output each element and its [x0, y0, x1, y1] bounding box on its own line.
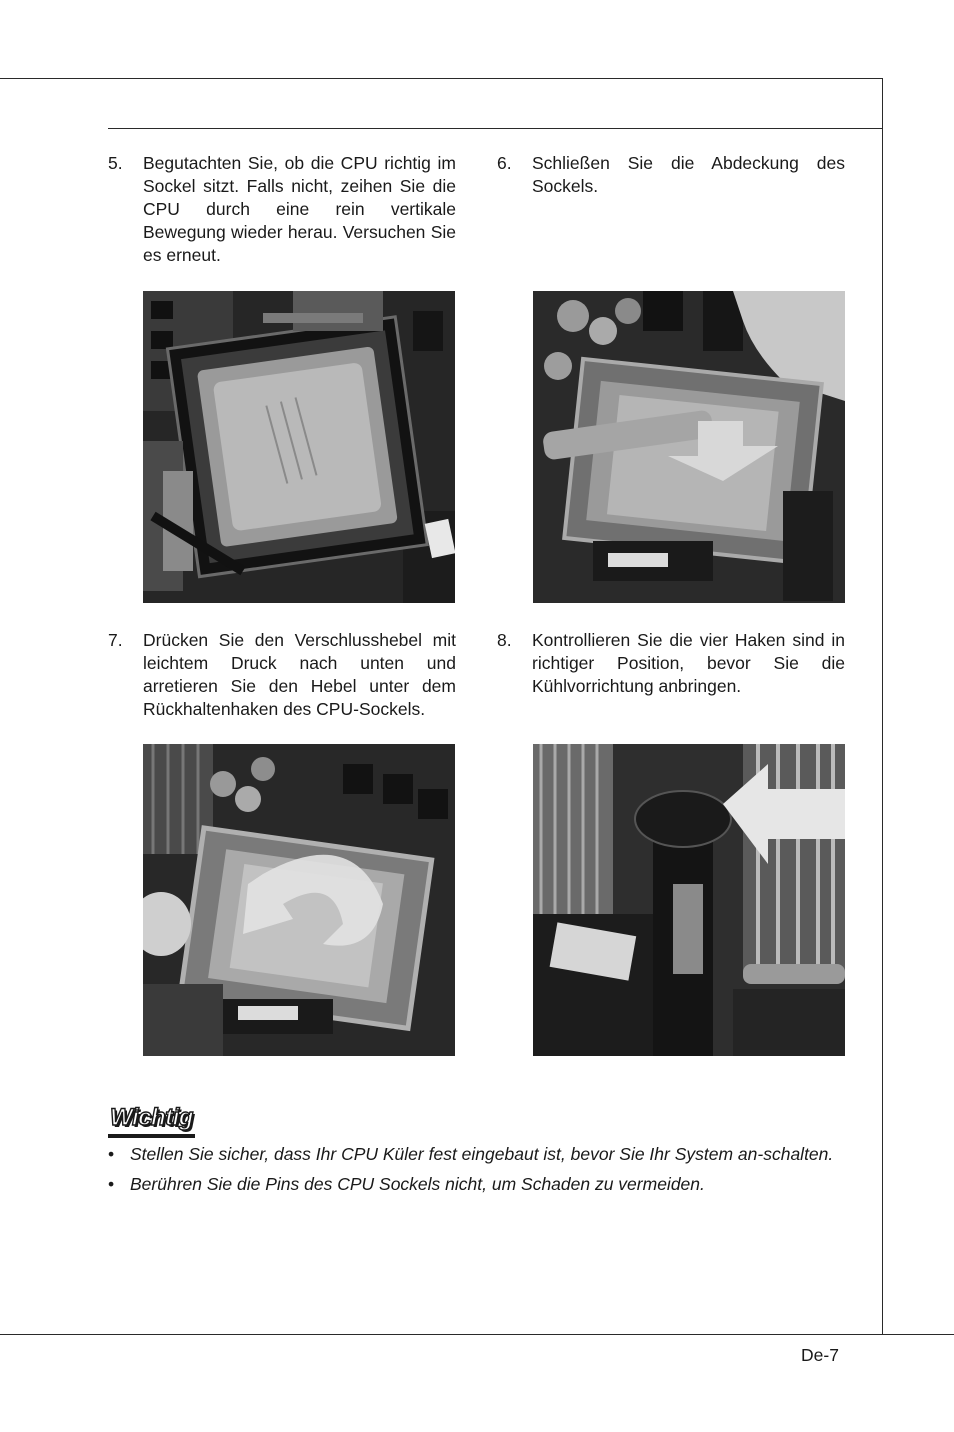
step-number: 6.	[497, 153, 512, 173]
photo-cpu-in-socket	[143, 291, 455, 603]
footer-rule	[0, 1334, 954, 1335]
header-rule-inner	[108, 128, 883, 129]
step-number: 8.	[497, 630, 512, 650]
notice-item-text: Stellen Sie sicher, dass Ihr CPU Küler fest eingebaut ist, bevor Sie Ihr System an-schalten.	[130, 1144, 834, 1164]
bullet-marker: •	[108, 1144, 115, 1164]
step-number: 5.	[108, 153, 123, 173]
notice-item	[108, 1143, 846, 1166]
step-text: Begutachten Sie, ob die CPU richtig im Sockel sitzt. Falls nicht, zeihen Sie die CPU durch eine rein vertikale Bewegung wieder herau. Versuchen Sie es erneut.	[143, 153, 456, 265]
step-number: 7.	[108, 630, 123, 650]
page-number: De-7	[801, 1345, 839, 1365]
step-text: Schließen Sie die Abdeckung des Sockels.	[532, 153, 845, 196]
header-rule-outer	[0, 78, 883, 79]
notice-list	[108, 1143, 846, 1203]
step-text: Drücken Sie den Verschlusshebel mit leichtem Druck nach unten und arretieren Sie den Hebel unter dem Rückhaltenhaken des CPU-Sockels.	[143, 630, 456, 719]
notice-title: Wichtig	[110, 1104, 193, 1131]
photo-check-hooks	[533, 744, 845, 1056]
right-margin-rule	[882, 78, 883, 1334]
photo-close-socket-cover	[533, 291, 845, 603]
photo-press-load-lever	[143, 744, 455, 1056]
step-text: Kontrollieren Sie die vier Haken sind in richtiger Position, bevor Sie die Kühlvorrichtung anbringen.	[532, 630, 845, 696]
notice-item	[108, 1173, 846, 1196]
bullet-marker: •	[108, 1174, 115, 1194]
notice-item-text: Berühren Sie die Pins des CPU Sockels nicht, um Schaden zu vermeiden.	[130, 1174, 705, 1194]
notice-title-underline	[108, 1134, 195, 1138]
